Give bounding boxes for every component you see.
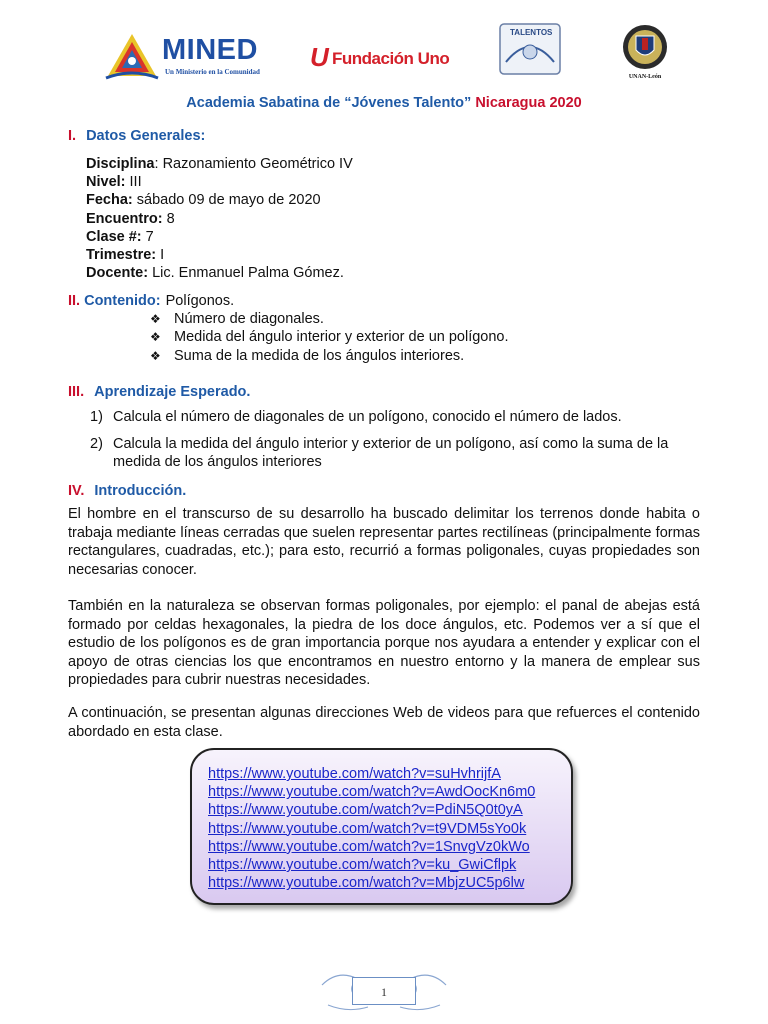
section-title: Datos Generales: <box>86 128 206 144</box>
list-item <box>90 408 702 427</box>
contenido-value: Polígonos. <box>165 293 235 309</box>
section-number: IV. <box>68 483 85 499</box>
aprendizaje-list <box>90 408 702 472</box>
field-label: Encuentro: <box>86 210 163 227</box>
field-value: 7 <box>145 228 154 245</box>
item-text: Calcula la medida del ángulo interior y exterior de un polígono, así como la suma de la medida de los ángulos interiores <box>113 435 669 470</box>
page-title <box>0 95 768 111</box>
video-link[interactable]: https://www.youtube.com/watch?v=MbjzUC5p6lw <box>208 875 525 892</box>
field-value: Razonamiento Geométrico IV <box>162 156 353 172</box>
diamond-bullet-icon: ❖ <box>150 330 161 345</box>
contenido-bullets <box>150 310 509 365</box>
list-item <box>150 310 509 328</box>
datos-row-clase <box>86 228 606 246</box>
section-title: Aprendizaje Esperado. <box>94 384 251 400</box>
field-label: Docente: <box>86 265 149 282</box>
video-links-box <box>190 748 573 905</box>
datos-row-disciplina <box>86 155 606 173</box>
unan-shield-icon <box>618 22 672 74</box>
mined-name: MINED <box>162 34 258 66</box>
unan-leon-logo <box>618 22 672 86</box>
bullet-text: Medida del ángulo interior y exterior de un polígono. <box>174 329 509 346</box>
page-number: 1 <box>352 977 416 1005</box>
mined-tagline: Un Ministerio en la Comunidad <box>165 68 260 76</box>
fundacion-uno-text: Fundación Uno <box>332 49 450 68</box>
talentos-logo <box>498 22 562 78</box>
field-label: Nivel: <box>86 174 126 191</box>
item-number: 1) <box>90 409 103 425</box>
section-contenido-heading <box>68 293 234 309</box>
video-link[interactable]: https://www.youtube.com/watch?v=1SnvgVz0kWo <box>208 838 530 855</box>
list-item <box>150 328 509 346</box>
intro-paragraph-1: El hombre en el transcurso de su desarrollo ha buscado delimitar los terrenos donde habita o trabaja mediante líneas cerradas que suelen representar partes rectilíneas (principalmente formas rectangulares, cuadradas, etc.); para esto, recurrió a formas poligonales, cuyas propiedades son necesarias conocer. <box>68 506 700 578</box>
section-aprendizaje-heading <box>68 384 250 400</box>
section-number: II. <box>68 293 81 309</box>
video-link[interactable]: https://www.youtube.com/watch?v=AwdOocKn6m0 <box>208 784 536 801</box>
video-link[interactable]: https://www.youtube.com/watch?v=t9VDM5sYo0k <box>208 820 527 837</box>
fundacion-mark-icon: U <box>310 42 329 72</box>
datos-row-fecha <box>86 191 606 209</box>
field-value: sábado 09 de mayo de 2020 <box>136 192 321 209</box>
intro-paragraph-2: También en la naturaleza se observan formas poligonales, por ejemplo: el panal de abejas está formado por celdas hexagonales, la piedra de los doce ángulos, etc. Podemos ver a sí que el estudio de los polígonos es de gran importancia porque nos ayudara a entender y explicar con el apoyo de otras ciencias los que encontramos en nuestro entorno y la manera de emplear sus propiedades para cubrir nuestras necesidades. <box>68 598 700 688</box>
diamond-bullet-icon: ❖ <box>150 312 161 326</box>
bullet-text: Número de diagonales. <box>174 311 324 327</box>
field-label: Disciplina <box>86 156 155 172</box>
item-text: Calcula el número de diagonales de un polígono, conocido el número de lados. <box>113 409 622 425</box>
datos-row-trimestre <box>86 246 606 264</box>
field-value: I <box>160 247 165 264</box>
section-number: III. <box>68 384 85 400</box>
section-title: Introducción. <box>94 483 187 499</box>
diamond-bullet-icon: ❖ <box>150 348 161 363</box>
field-separator: : <box>154 156 163 172</box>
section-introduccion-heading <box>68 483 186 499</box>
fundacion-uno-logo <box>310 42 450 74</box>
mined-emblem-icon <box>104 28 160 84</box>
section-title: Contenido <box>84 293 156 309</box>
field-label: Clase #: <box>86 228 142 245</box>
field-value: III <box>129 174 142 191</box>
intro-paragraph-3: A continuación, se presentan algunas direcciones Web de videos para que refuerces el contenido abordado en esta clase. <box>68 705 700 740</box>
title-nicaragua: Nicaragua 2020 <box>475 95 582 111</box>
talentos-text: TALENTOS <box>510 28 553 37</box>
field-label: Trimestre: <box>86 247 157 264</box>
video-link[interactable]: https://www.youtube.com/watch?v=ku_GwiCflpk <box>208 857 517 874</box>
section-datos-generales-heading <box>68 128 205 144</box>
list-item <box>90 435 702 472</box>
unan-text: UNAN-León <box>628 74 662 80</box>
datos-row-docente <box>86 264 606 282</box>
section-number: I. <box>68 128 77 144</box>
field-value: Lic. Enmanuel Palma Gómez. <box>152 265 344 282</box>
list-item <box>150 347 509 365</box>
video-link[interactable]: https://www.youtube.com/watch?v=suHvhrijfA <box>208 766 501 782</box>
datos-row-encuentro <box>86 210 606 228</box>
video-link[interactable]: https://www.youtube.com/watch?v=PdiN5Q0t0yA <box>208 802 523 819</box>
mined-logo <box>104 28 274 84</box>
bullet-text: Suma de la medida de los ángulos interiores. <box>174 347 465 364</box>
datos-generales-list <box>86 155 606 282</box>
datos-row-nivel <box>86 173 606 191</box>
section-colon: : <box>155 293 161 309</box>
field-value: 8 <box>166 210 175 227</box>
field-label: Fecha: <box>86 192 133 209</box>
title-academia: Academia Sabatina de “Jóvenes Talento” <box>186 95 472 111</box>
item-number: 2) <box>90 435 103 452</box>
